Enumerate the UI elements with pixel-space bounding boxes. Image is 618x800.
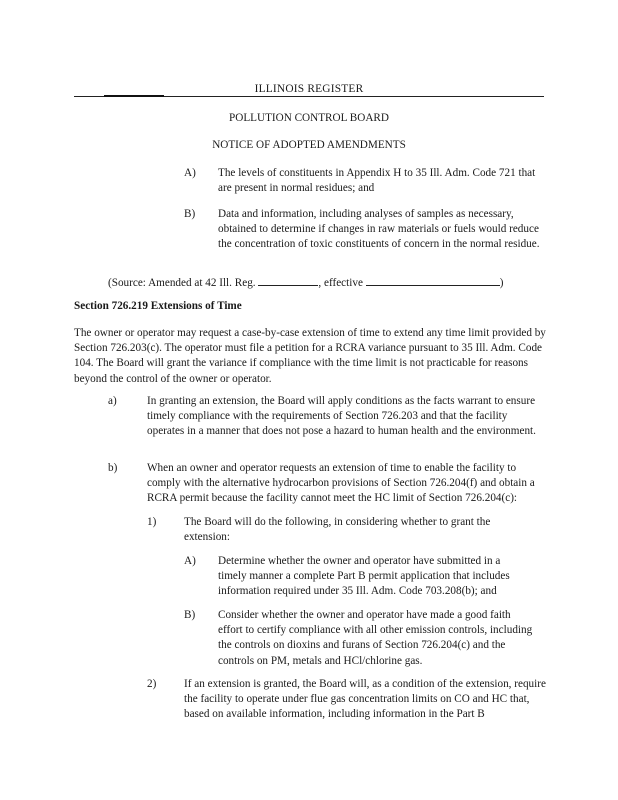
source-prefix: (Source: Amended at 42 Ill. Reg. xyxy=(108,277,256,289)
subsection-b-text: When an owner and operator requests an extension of time to enable the facility to comply with the alternative hydrocarbon provisions of Section 726.204(f) and obtain a RCRA permit because the facility cannot meet the HC limit of Section 726.204(c): xyxy=(147,462,535,505)
notice-title: NOTICE OF ADOPTED AMENDMENTS xyxy=(212,139,406,151)
header-rule-accent xyxy=(104,95,164,97)
subsection-b1-label: 1) xyxy=(147,516,157,528)
item-a-label: A) xyxy=(184,167,196,179)
register-title: ILLINOIS REGISTER xyxy=(254,83,364,95)
register-page-blank xyxy=(258,274,318,286)
source-suffix: ) xyxy=(499,277,504,289)
effective-date-blank xyxy=(366,274,500,286)
subsection-b-label: b) xyxy=(108,462,118,474)
subsection-a-label: a) xyxy=(108,395,117,407)
source-middle: , effective xyxy=(318,277,363,289)
subsection-a-text: In granting an extension, the Board will apply conditions as the facts warrant to ensure timely compliance with the requirements of Section 726.203 and that the facility operates in a manner that does not pose a hazard to human health and the environment. xyxy=(147,395,536,438)
subsection-b1b-label: B) xyxy=(184,609,196,621)
section-intro: The owner or operator may request a case-by-case extension of time to extend any time limit provided by Section 726.203(c). The operator must file a petition for a RCRA variance pursuant to 35 Ill. Adm. Code 104. The Board will grant the variance if compliance with the time limit is not practicable for reasons beyond the control of the owner or operator. xyxy=(74,327,546,385)
subsection-b1b-text: Consider whether the owner and operator have made a good faith effort to certify compliance with all other emission controls, including the controls on dioxins and furans of Section 726.204(c) and the controls on PM, metals and HCl/chlorine gas. xyxy=(218,609,533,667)
source-line xyxy=(108,274,548,291)
item-a-text: The levels of constituents in Appendix H to 35 Ill. Adm. Code 721 that are present in normal residues; and xyxy=(218,167,536,195)
subsection-b1-text: The Board will do the following, in considering whether to grant the extension: xyxy=(184,516,491,544)
item-b-text: Data and information, including analyses of samples as necessary, obtained to determine if changes in raw materials or fuels would reduce the concentration of toxic constituents of concern in the normal residue. xyxy=(218,208,540,251)
board-title: POLLUTION CONTROL BOARD xyxy=(229,112,389,124)
section-heading: Section 726.219 Extensions of Time xyxy=(74,300,242,312)
item-b-label: B) xyxy=(184,208,196,220)
subsection-b2-text: If an extension is granted, the Board will, as a condition of the extension, require the facility to operate under flue gas concentration limits on CO and HC that, based on available information, including information in the Part B xyxy=(184,678,546,721)
subsection-b1a-text: Determine whether the owner and operator have submitted in a timely manner a complete Part B permit application that includes information required under 35 Ill. Adm. Code 703.208(b); and xyxy=(218,555,510,598)
subsection-b1a-label: A) xyxy=(184,555,196,567)
subsection-b2-label: 2) xyxy=(147,678,157,690)
